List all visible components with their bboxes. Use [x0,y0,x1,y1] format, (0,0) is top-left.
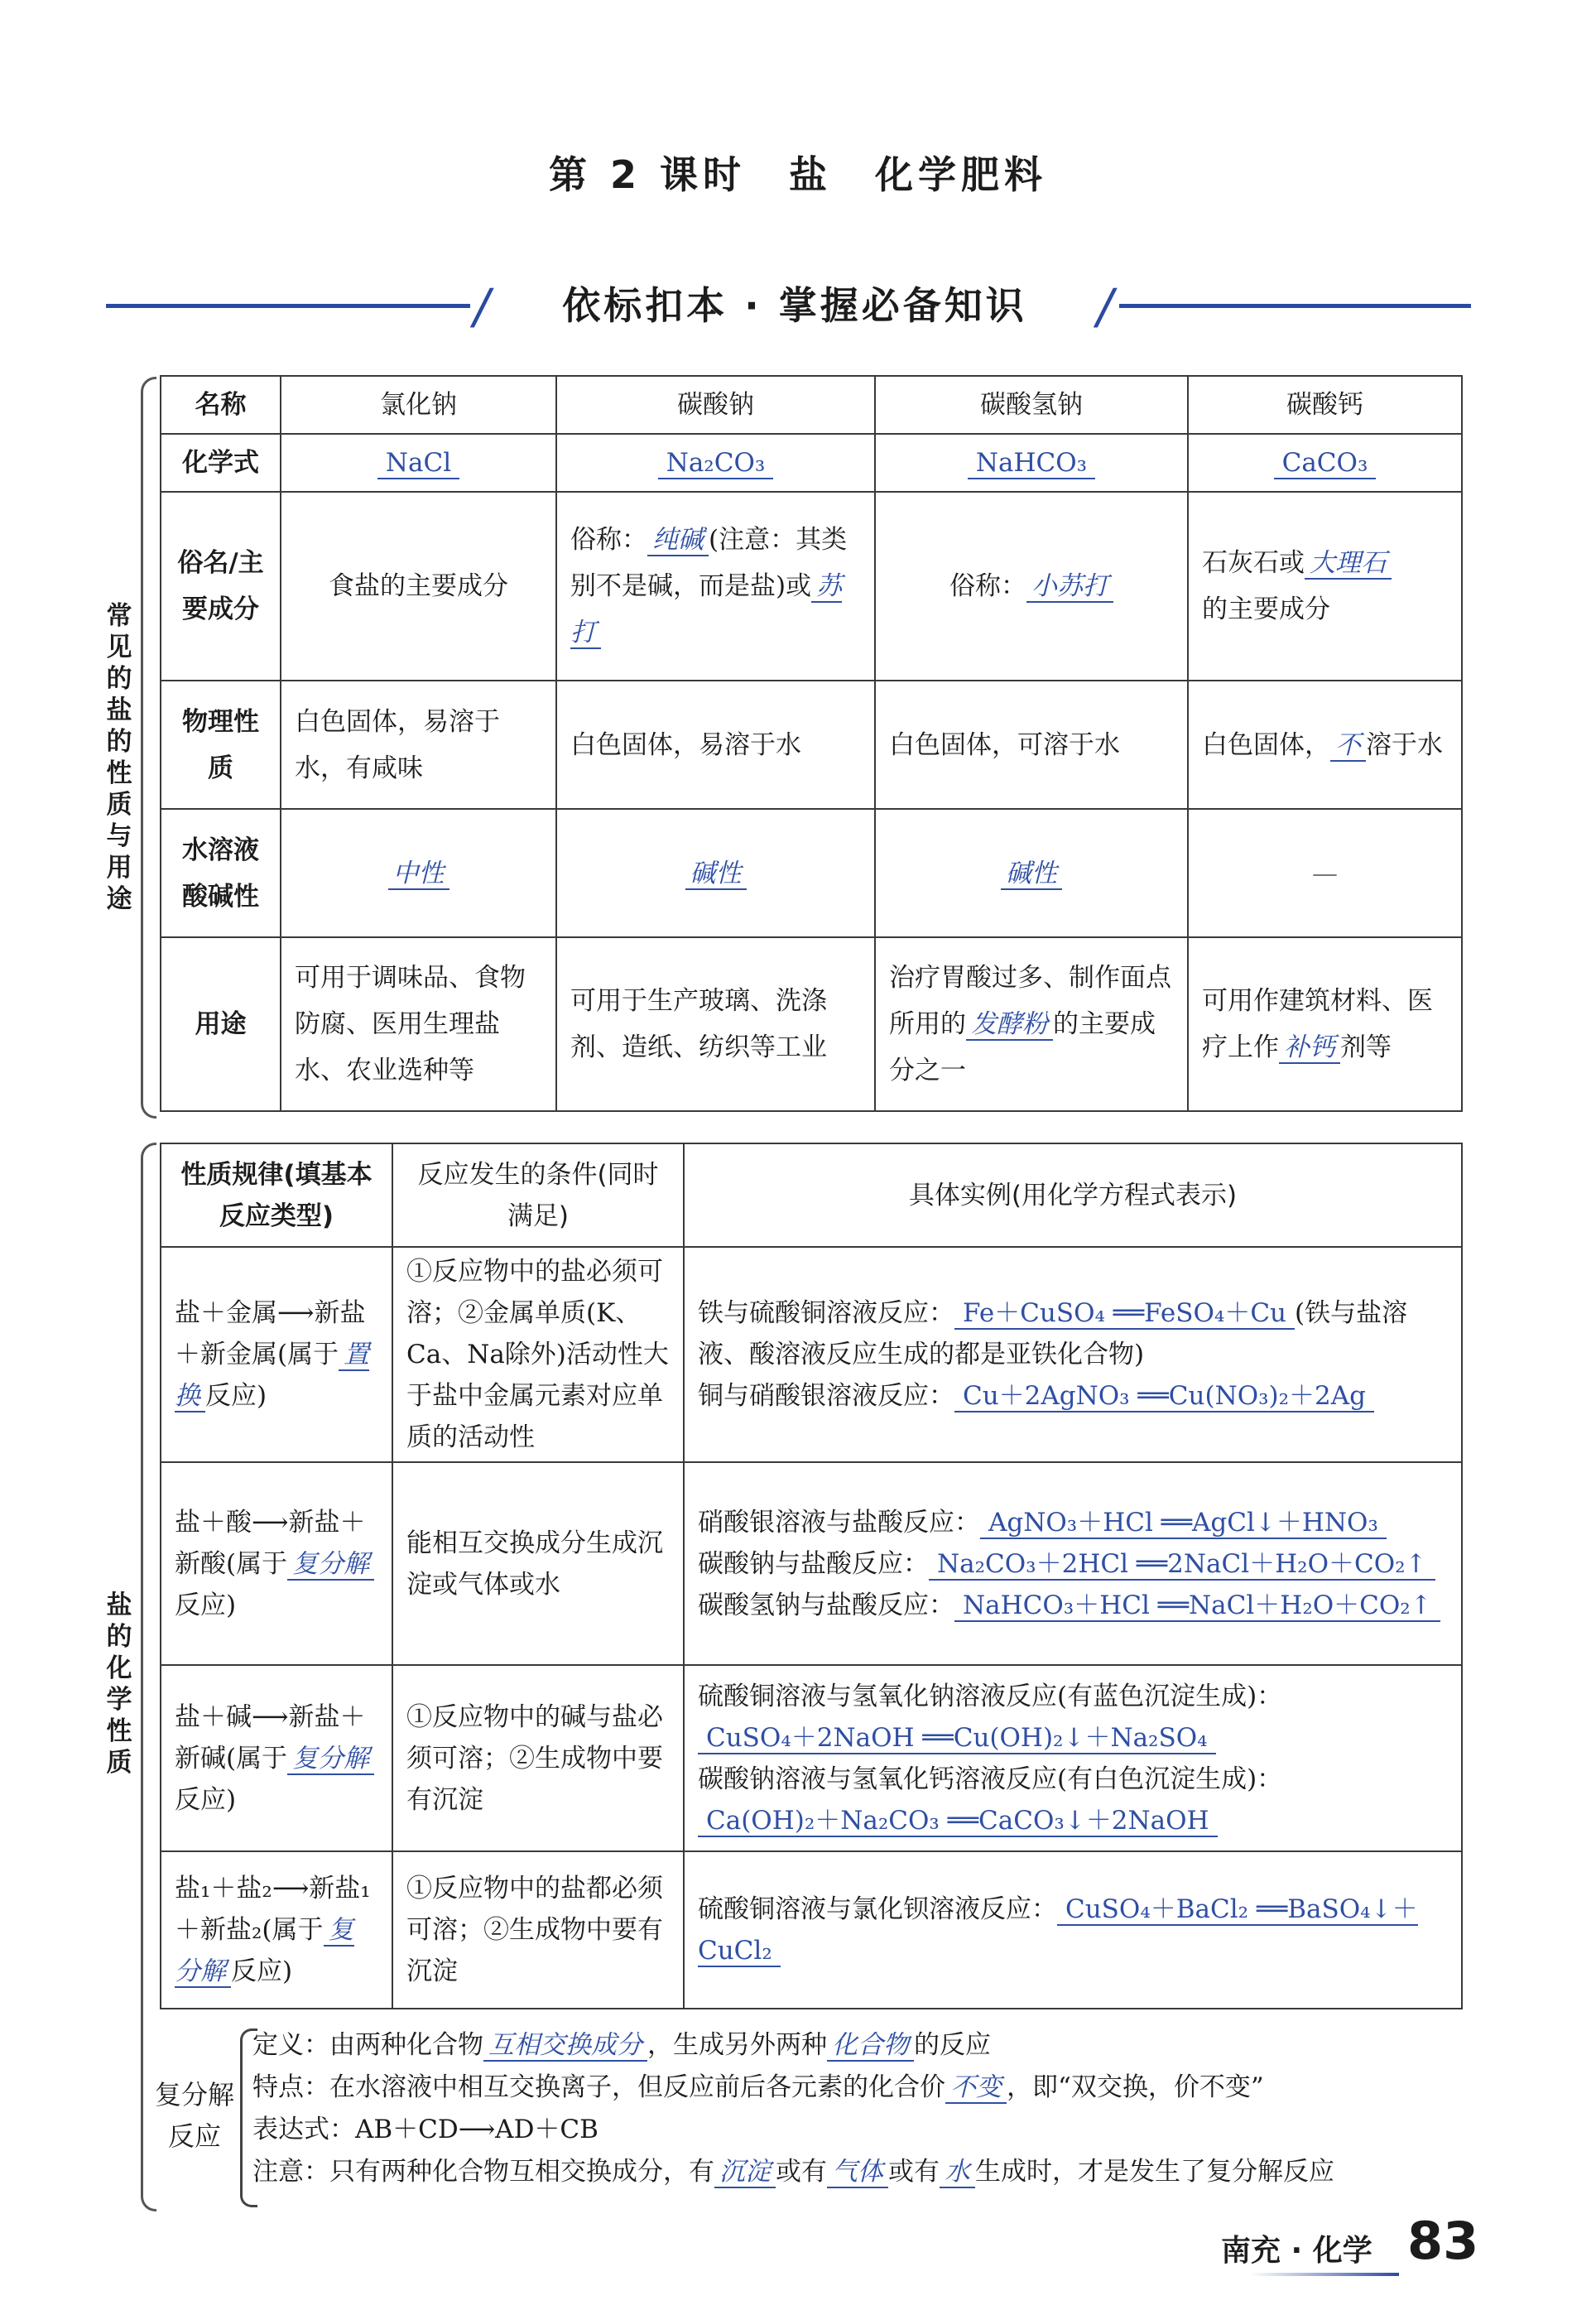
summary-note [252,2151,1334,2193]
physical-nacl: 白色固体，易溶于水，有咸味 [281,681,556,809]
answer-sudа: 苏打 [570,571,843,647]
text: 的主要成分 [1202,594,1330,624]
rule-salt-acid [161,1462,392,1665]
text: 可用作建筑材料、医疗上作 [1202,986,1433,1062]
text: ，即“双交换，价不变” [1007,2072,1264,2102]
page-title: 第 2 课时 盐 化学肥料 [548,152,1048,197]
banner-rule-left [106,304,470,308]
ph-cell [1188,809,1462,937]
answer-zhihuan: 置换 [175,1340,370,1411]
equation-caoh2-na2co3: Ca(OH)₂＋Na₂CO₃ ══CaCO₃↓＋2NaOH [698,1806,1218,1837]
use-caco3 [1188,937,1462,1111]
answer-bu: 不 [1330,730,1366,762]
text: 硫酸铜溶液与氢氧化钠溶液反应(有蓝色沉淀生成)： [698,1681,1283,1711]
condition-salt-base: ①反应物中的碱与盐必须可溶；②生成物中要有沉淀 [392,1665,684,1851]
text: 生成时，才是发生了复分解反应 [975,2157,1334,2187]
use-nacl: 可用于调味品、食物防腐、医用生理盐水、农业选种等 [281,937,556,1111]
physical-na2co3: 白色固体，易溶于水 [556,681,875,809]
banner-slash-right: / [1097,278,1113,334]
banner-heading: 依标扣本 · 掌握必备知识 [562,283,1027,328]
rule-salt-base [161,1665,392,1851]
answer-chunjian: 纯碱 [647,525,709,556]
text: 碳酸钠溶液与氢氧化钙溶液反应(有白色沉淀生成)： [698,1764,1283,1794]
footer-subject: 南充 · 化学 [1221,2234,1372,2268]
summary-block [252,2024,1334,2193]
text: 溶于水 [1366,729,1443,760]
text: 定义：由两种化合物 [252,2030,483,2060]
text: 碳酸钠与盐酸反应： [698,1548,929,1579]
text: 特点：在水溶液中相互交换离子，但反应前后各元素的化合价 [252,2072,945,2102]
row-label-formula: 化学式 [161,434,281,492]
physical-caco3 [1188,681,1462,809]
text: 注意：只有两种化合物互相交换成分，有 [252,2157,714,2187]
text: ，生成另外两种 [647,2030,827,2060]
formula-cell [1188,434,1462,492]
row-label-ph: 水溶液酸碱性 [161,809,281,937]
header-condition: 反应发生的条件(同时满足) [392,1143,684,1247]
text: 或有 [888,2157,940,2187]
text: 俗称： [949,571,1026,601]
page-number: 83 [1407,2211,1479,2271]
formula-caco3: CaCO₃ [1274,448,1377,479]
equation-nahco3-hcl: NaHCO₃＋HCl ══NaCl＋H₂O＋CO₂↑ [954,1591,1440,1622]
ph-cell [556,809,875,937]
summary-label: 复分解反应 [154,2079,234,2152]
answer-fufenjie: 复分解 [287,1744,374,1775]
text: 盐₁＋盐₂⟶新盐₁＋新盐₂(属于 [175,1874,371,1945]
answer-dalishi: 大理石 [1305,548,1392,580]
banner-slash-left: / [474,278,490,334]
equation-cuso4-naoh: CuSO₄＋2NaOH ══Cu(OH)₂↓＋Na₂SO₄ [698,1723,1216,1754]
banner-rule-right [1119,304,1471,308]
text: 治疗胃酸过多、制作面点所用的 [889,963,1171,1039]
rule-salt-salt [161,1851,392,2009]
answer-fajiaofen: 发酵粉 [966,1009,1053,1041]
text: 盐＋酸⟶新盐＋新酸(属于 [175,1507,366,1579]
ph-caco3: — [1312,858,1338,888]
section1-label: 常见的盐的性质与用途 [106,601,132,914]
common-salts-table [160,375,1463,1112]
header-rule: 性质规律(填基本反应类型) [161,1143,392,1247]
header-na2co3: 碳酸钠 [556,376,875,434]
example-salt-base [684,1665,1462,1851]
answer-huahewu: 化合物 [827,2030,914,2062]
text: 或有 [776,2157,827,2187]
row-label-physical: 物理性质 [161,681,281,809]
example-salt-acid [684,1462,1462,1665]
answer-xiaosuda: 小苏打 [1026,571,1113,603]
ph-cell [875,809,1188,937]
answer-fufenjie: 复分解 [175,1915,354,1986]
header-example: 具体实例(用化学方程式表示) [684,1143,1462,1247]
nickname-nacl: 食盐的主要成分 [281,492,556,681]
example-salt-metal [684,1247,1462,1462]
row-label-use: 用途 [161,937,281,1111]
rule-salt-metal [161,1247,392,1462]
header-nahco3: 碳酸氢钠 [875,376,1188,434]
text: 反应) [175,1590,237,1620]
answer-bugai: 补钙 [1279,1032,1340,1064]
formula-nahco3: NaHCO₃ [968,448,1095,479]
text: 石灰石或 [1202,548,1305,578]
header-caco3: 碳酸钙 [1188,376,1462,434]
formula-cell [875,434,1188,492]
condition-salt-salt: ①反应物中的盐都必须可溶；②生成物中要有沉淀 [392,1851,684,2009]
text: 反应) [175,1784,237,1815]
text: 盐＋金属⟶新盐＋新金属(属于 [175,1298,366,1369]
text: 白色固体， [1202,729,1330,760]
text: 盐＋碱⟶新盐＋新碱(属于 [175,1701,366,1773]
text: 碳酸氢钠与盐酸反应： [698,1590,954,1620]
equation-agno3-hcl: AgNO₃＋HCl ══AgCl↓＋HNO₃ [980,1508,1387,1539]
ph-nacl: 中性 [388,859,449,890]
formula-na2co3: Na₂CO₃ [658,448,774,479]
equation-na2co3-hcl: Na₂CO₃＋2HCl ══2NaCl＋H₂O＋CO₂↑ [929,1549,1435,1581]
summary-feature [252,2067,1334,2109]
answer-chendian: 沉淀 [714,2157,776,2188]
answer-jiaohuan: 互相交换成分 [483,2030,647,2062]
text: 的反应 [914,2030,991,2060]
ph-nahco3: 碱性 [1001,859,1062,890]
text: 剂等 [1340,1032,1392,1062]
ph-na2co3: 碱性 [685,859,747,890]
use-nahco3 [875,937,1188,1111]
formula-nacl: NaCl [377,448,459,479]
text: 铜与硝酸银溶液反应： [698,1381,954,1411]
equation-cu-agno3: Cu＋2AgNO₃ ══Cu(NO₃)₂＋2Ag [954,1381,1374,1412]
section2-label: 盐的化学性质 [106,1591,132,1778]
formula-cell [556,434,875,492]
text: 反应) [205,1381,267,1411]
equation-cuso4-bacl2: CuSO₄＋BaCl₂ ══BaSO₄↓＋CuCl₂ [698,1894,1418,1966]
equation-fe-cuso4: Fe＋CuSO₄ ══FeSO₄＋Cu [954,1298,1295,1330]
text: 俗称： [570,525,647,555]
answer-bubian: 不变 [945,2072,1007,2104]
answer-fufenjie: 复分解 [287,1549,374,1581]
condition-salt-acid: 能相互交换成分生成沉淀或气体或水 [392,1462,684,1665]
header-name: 名称 [161,376,281,434]
nickname-na2co3 [556,492,875,681]
nickname-caco3 [1188,492,1462,681]
nickname-nahco3 [875,492,1188,681]
summary-definition [252,2024,1334,2067]
text: (铁与盐溶液、酸溶液反应生成的都是亚铁化合物) [698,1298,1408,1369]
condition-salt-metal: ①反应物中的盐必须可溶；②金属单质(K、Ca、Na除外)活动性大于盐中金属元素对应单质的活动性 [392,1247,684,1462]
ph-cell [281,809,556,937]
formula-cell [281,434,556,492]
summary-expression: 表达式：AB＋CD⟶AD＋CB [252,2115,598,2144]
text: 反应) [231,1956,293,1986]
text: 的主要成分之一 [889,1009,1156,1085]
text: (注意：其类别不是碱，而是盐)或 [570,525,848,601]
answer-qiti: 气体 [827,2157,888,2188]
section2-brace [141,1143,156,2211]
text: 硫酸铜溶液与氯化钡溶液反应： [698,1894,1057,1924]
salt-chem-properties-table [160,1143,1463,2009]
answer-shui: 水 [940,2157,975,2188]
text: 铁与硫酸铜溶液反应： [698,1298,954,1328]
header-nacl: 氯化钠 [281,376,556,434]
footer-rule [1250,2273,1399,2276]
row-label-nickname: 俗名/主要成分 [161,492,281,681]
use-na2co3: 可用于生产玻璃、洗涤剂、造纸、纺织等工业 [556,937,875,1111]
physical-nahco3: 白色固体，可溶于水 [875,681,1188,809]
example-salt-salt [684,1851,1462,2009]
section1-brace [141,377,156,1119]
text: 硝酸银溶液与盐酸反应： [698,1507,980,1538]
